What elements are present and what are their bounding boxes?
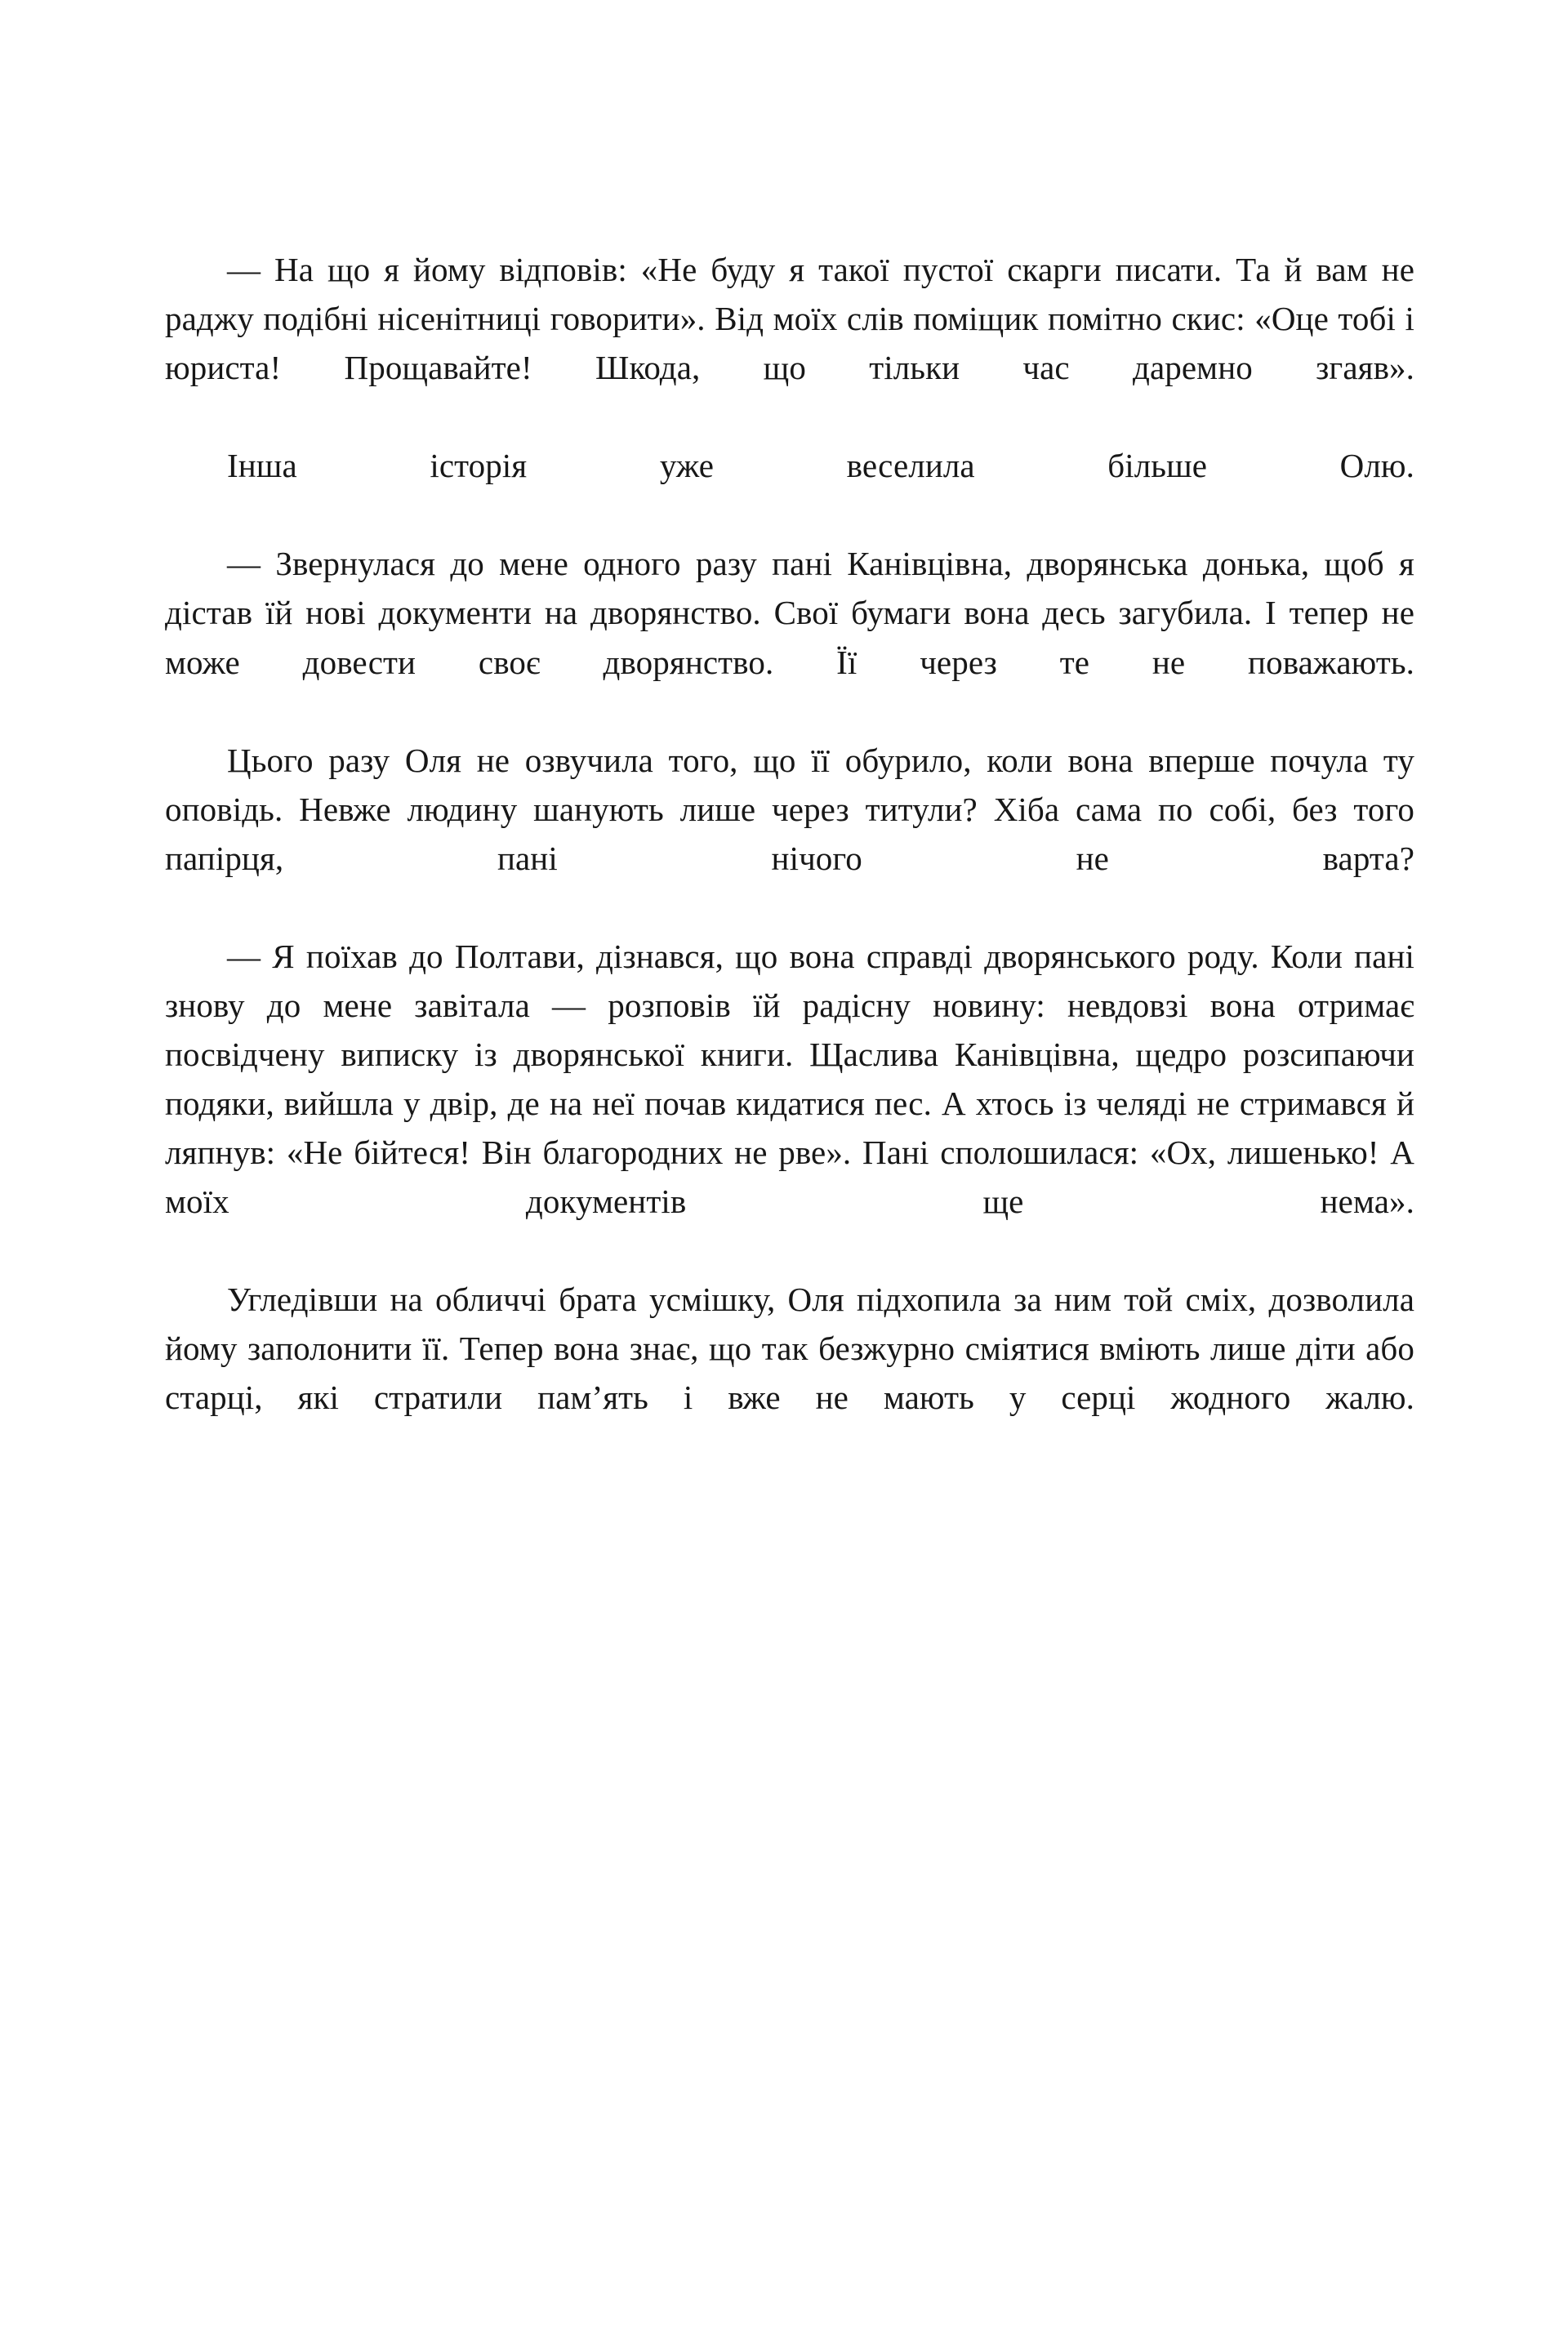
text-column: [165, 245, 1414, 1472]
paragraph: — На що я йому відповів: «Не буду я такої пустої скарги писати. Та й вам не раджу подібні нісенітниці говорити». Від моїх слів поміщик помітно скис: «Оце тобі і юриста! Прощавайте! Шкода, що тільки час даремно згаяв».: [165, 251, 1414, 387]
paragraph: Цього разу Оля не озвучила того, що її обурило, коли вона вперше почула ту оповідь. Невже людину шанують лише через титули? Хіба сама по собі, без того папірця, пані нічого не варта?: [165, 741, 1414, 877]
paragraph: — Звернулася до мене одного разу пані Канівцівна, дворянська донька, щоб я дістав їй нові документи на дворянство. Свої бумаги вона десь загубила. І тепер не може довести своє дворянство. Її через те не поважають.: [165, 545, 1414, 681]
paragraph: — Я поїхав до Полтави, дізнався, що вона справді дворянського роду. Коли пані знову до мене завітала — розповів їй радісну новину: невдовзі вона отримає посвідчену виписку із дворянської книги. Щаслива Канівцівна, щедро розсипаючи подяки, вийшла у двір, де на неї почав кидатися пес. А хтось із челяді не стримався й ляпнув: «Не бійтеся! Він благородних не рве». Пані сполошилася: «Ох, лишенько! А моїх документів ще нема».: [165, 937, 1414, 1221]
paragraph: Угледівши на обличчі брата усмішку, Оля підхопила за ним той сміх, дозволила йому заполонити її. Тепер вона знає, що так безжурно сміятися вміють лише діти або старці, які стратили пам’ять і вже не мають у серці жодного жалю.: [165, 1281, 1414, 1417]
paragraph: Інша історія уже веселила більше Олю.: [227, 447, 1414, 485]
